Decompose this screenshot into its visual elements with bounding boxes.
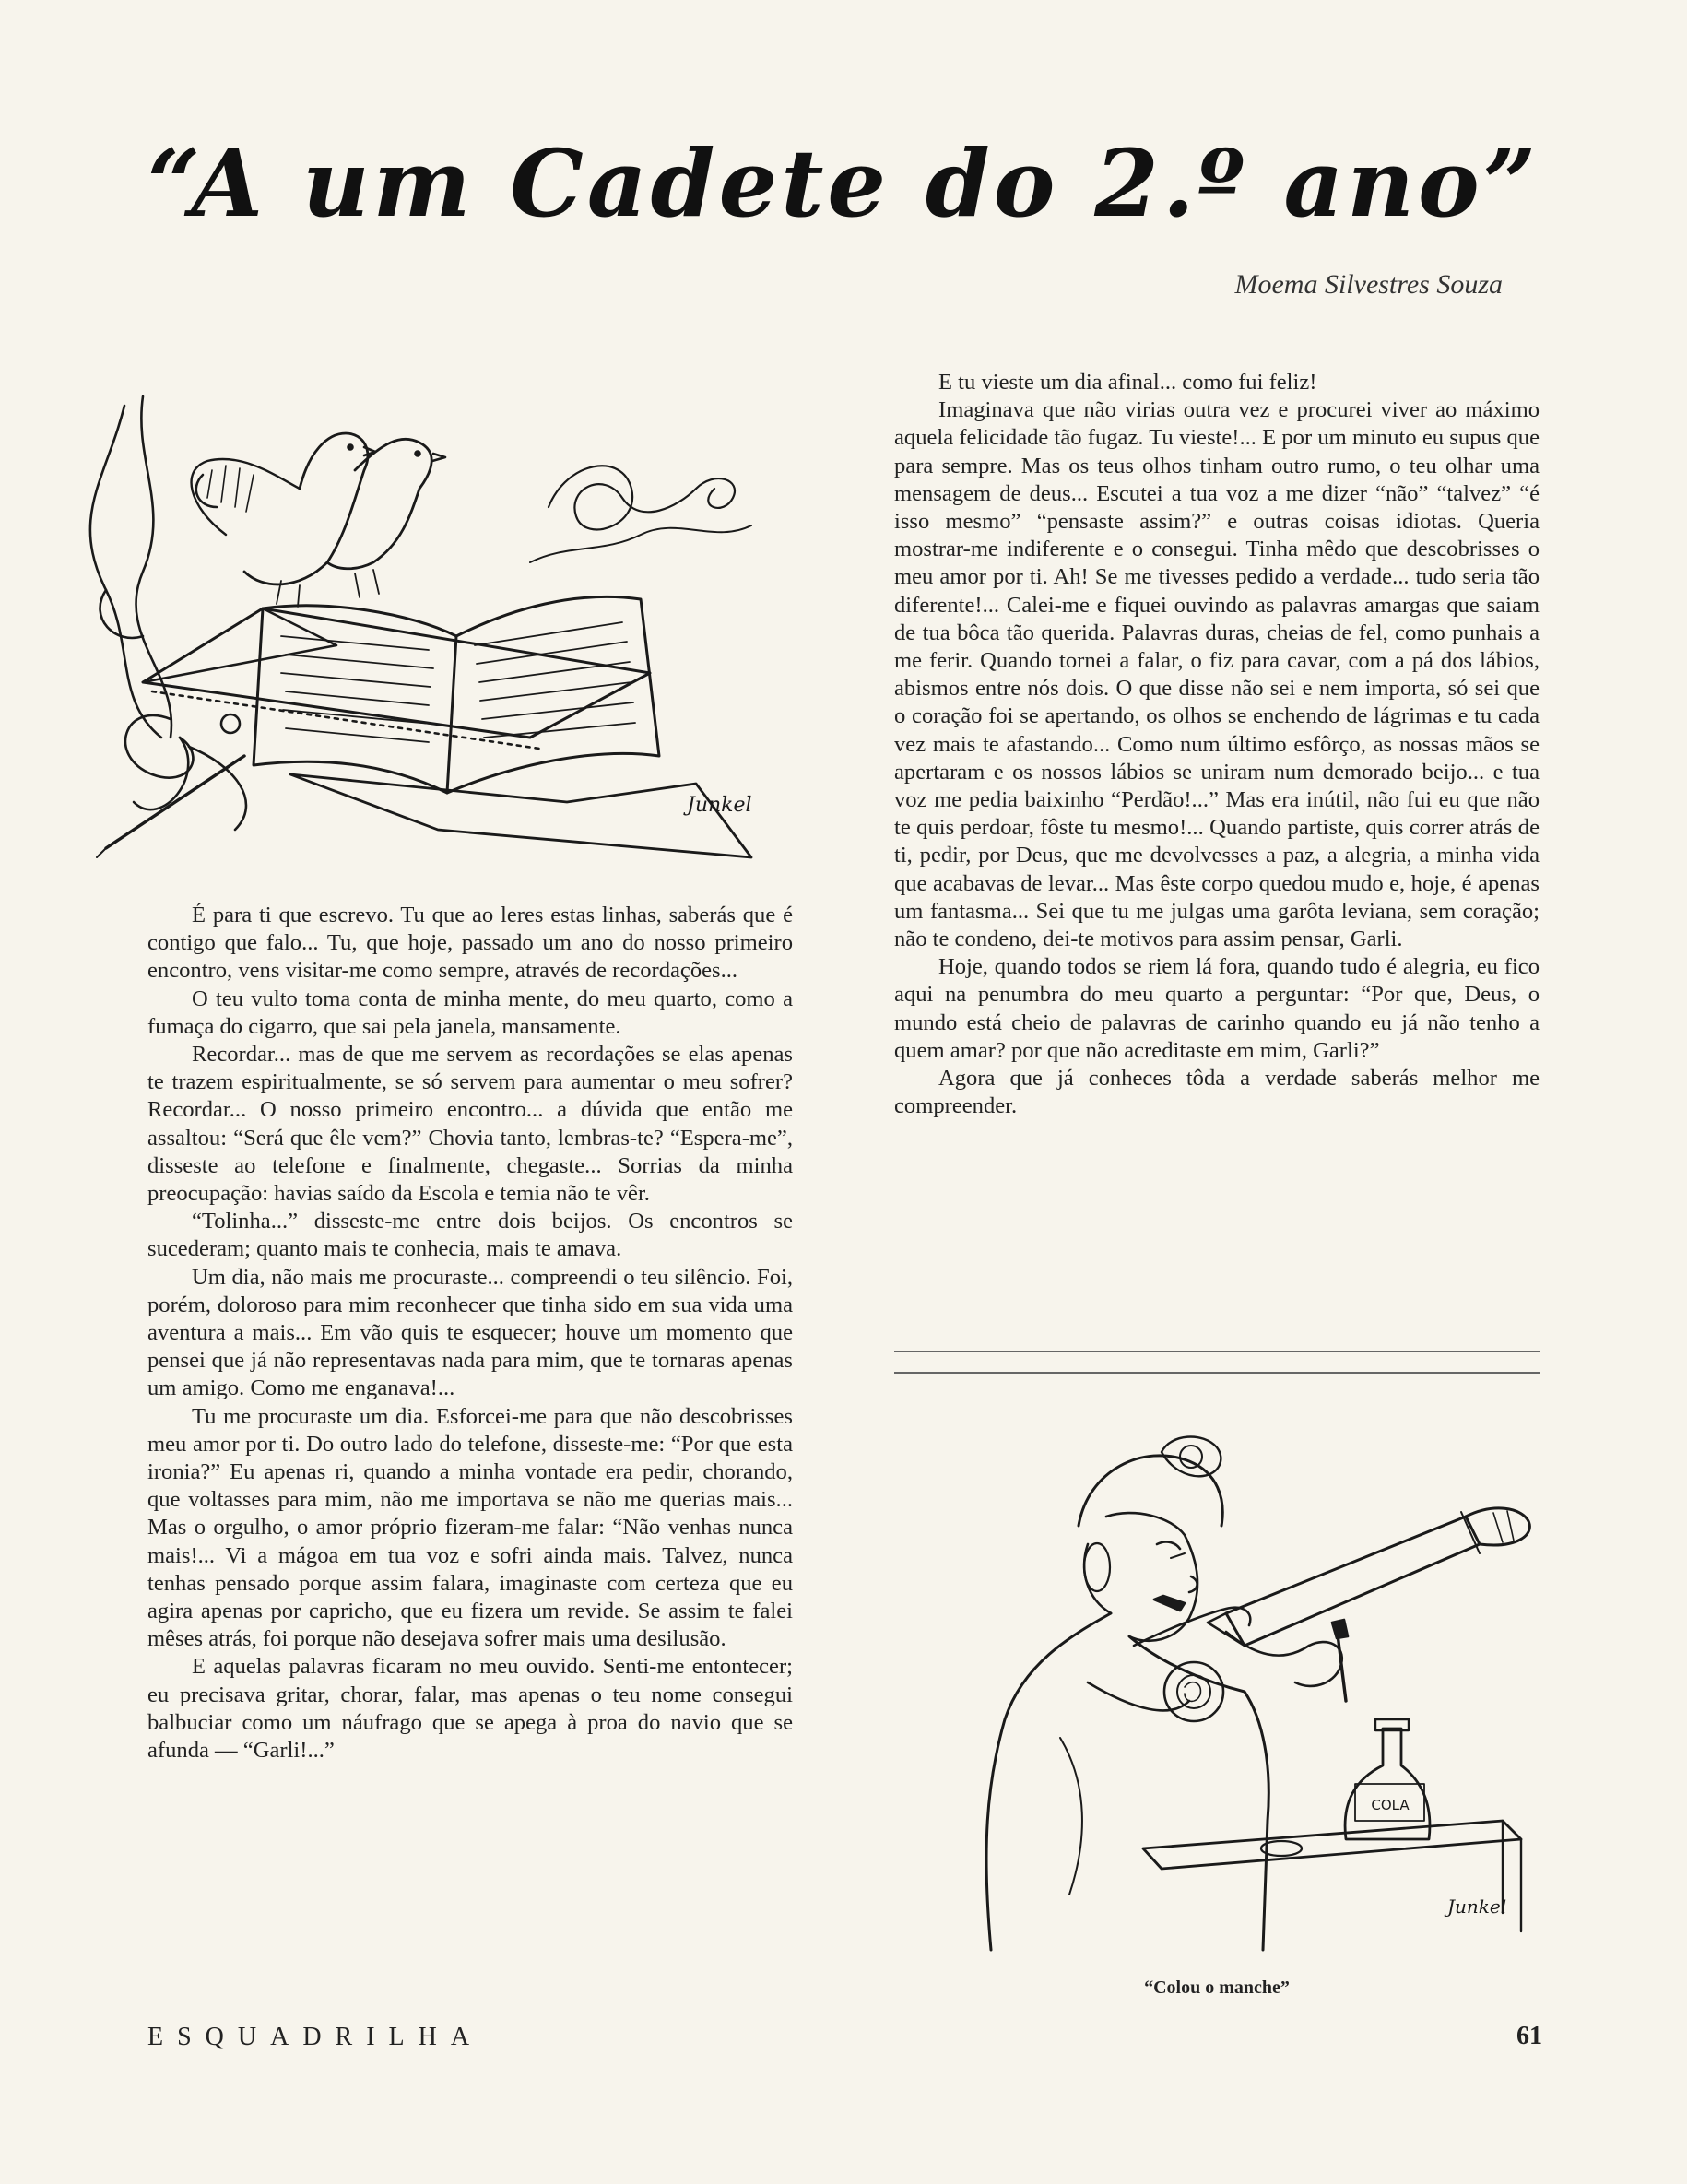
article-title: “A um Cadete do 2.º ano”	[147, 129, 1540, 238]
paragraph: Tu me procuraste um dia. Esforcei-me para que não descobrisses meu amor por ti. Do outro lado do telefone, disseste-me: “Por que esta ironia?” Eu apenas ri, quando a minha vontade era pedir, chorando, que voltasses para mim, não me importava se não me querias mais... Mas o orgulho, o amor próprio fizeram-me falar: “Não venhas nunca mais!... Vi a mágoa em tua voz e sofri ainda mais. Talvez, nunca tenhas pensado porque assim falara, imaginaste com certeza que eu agira apenas por capricho, que eu fizera um revide. Se assim te falei mêses atrás, foi porque não desejava sofrer mais uma desilusão.	[147, 1403, 793, 1652]
page-number: 61	[1516, 2022, 1542, 2050]
paragraph: Hoje, quando todos se riem lá fora, quando tudo é alegria, eu fico aqui na penumbra do meu quarto a perguntar: “Por que, Deus, o mundo está cheio de palavras de carinho quando eu já não tenho a quem amar? por que não acreditaste em mim, Garli?”	[894, 954, 1540, 1063]
cartoon-signature: Junkel	[1447, 1895, 1507, 1918]
paragraph: E aquelas palavras ficaram no meu ouvido. Senti-me entontecer; eu precisava gritar, chorar, falar, mas apenas o teu nome consegui balbuciar como um náufrago que se apega à proa do navio que se afunda — “Garli!...”	[147, 1654, 793, 1764]
paragraph: É para ti que escrevo. Tu que ao leres estas linhas, saberás que é contigo que falo... Tu, que hoje, passado um ano do nosso primeiro encontro, vens visitar-me como sempre, através de recordações...	[147, 903, 793, 984]
paragraph: Um dia, não mais me procuraste... compreendi o teu silêncio. Foi, porém, doloroso para mim reconhecer que tinha sido em sua vida uma aventura a mais... Em vão quis te esquecer; houve um momento que pensei que já não representavas nada para mim, que te tornaras apenas um amigo. Como me enganava!...	[147, 1264, 793, 1401]
bottle-label: COLA	[1371, 1797, 1410, 1813]
divider-rule	[894, 1372, 1540, 1374]
article-author: Moema Silvestres Souza	[1234, 269, 1503, 300]
right-text-column	[894, 369, 1540, 1120]
paragraph: E tu vieste um dia afinal... como fui feliz!	[938, 370, 1317, 395]
paragraph: Recordar... mas de que me servem as recordações se elas apenas te trazem espiritualmente, se só servem para aumentar o meu sofrer? Recordar... O nosso primeiro encontro... a dúvida que então me assaltou: “Será que êle vem?” Chovia tanto, lembras-te? “Espera-me”, disseste ao telefone e finalmente, chegaste... Sorrias da minha preocupação: havias saído da Escola e temia não te vêr.	[147, 1042, 793, 1207]
doves-letters-illustration	[51, 369, 807, 867]
paragraph: “Tolinha...” disseste-me entre dois beijos. Os encontros se sucederam; quanto mais te conhecia, mais te amava.	[147, 1209, 793, 1262]
left-text-column	[147, 902, 793, 1765]
cartoon-caption: “Colou o manche”	[1144, 1977, 1290, 1998]
paragraph: Agora que já conheces tôda a verdade saberás melhor me compreender.	[894, 1066, 1540, 1119]
paragraph: Imaginava que não virias outra vez e procurei viver ao máximo aquela felicidade tão fugaz. Tu vieste!... E por um minuto eu supus que para sempre. Mas os teus olhos tinham outro rumo, o teu olhar uma mensagem de deus... Escutei a tua voz a me dizer “não” “talvez” “é isso mesmo” “pensaste assim?” e outras coisas idiotas. Queria mostrar-me indiferente e o consegui. Tinha mêdo que descobrisses o meu amor por ti. Ah! Se me tivesses pedido a verdade... tudo seria tão diferente!... Calei-me e fiquei ouvindo as palavras amargas que saiam de tua bôca tão querida. Palavras duras, cheias de fel, como punhais a me ferir. Quando tornei a falar, o fiz para cavar, com a pá dos lábios, abismos entre nós dois. O que disse não sei e nem importa, só sei que o coração foi se apertando, os olhos se enchendo de lágrimas e tu cada vez mais te afastando... Como num último esfôrço, as nossas mãos se apertaram e os nossos lábios se uniram num demorado beijo... e tua voz me pedia baixinho “Perdão!...” Mas era inútil, não fui eu que não te quis perdoar, fôste tu mesmo!... Quando partiste, quis correr atrás de ti, pedir, por Deus, que me devolvesses a paz, a alegria, a minha vida que acabavas de levar... Mas êste corpo quedou mudo e, hoje, é apenas um fantasma... Sei que tu me julgas uma garôta leviana, sem coração; não te condeno, dei-te motivos para assim pensar, Garli.	[894, 397, 1540, 952]
illustration-signature: Junkel	[687, 794, 752, 817]
cadet-cartoon-illustration	[950, 1415, 1540, 1959]
paragraph: O teu vulto toma conta de minha mente, do meu quarto, como a fumaça do cigarro, que sai pela janela, mansamente.	[147, 986, 793, 1039]
divider-rule	[894, 1351, 1540, 1352]
magazine-name: ESQUADRILHA	[147, 2023, 484, 2051]
